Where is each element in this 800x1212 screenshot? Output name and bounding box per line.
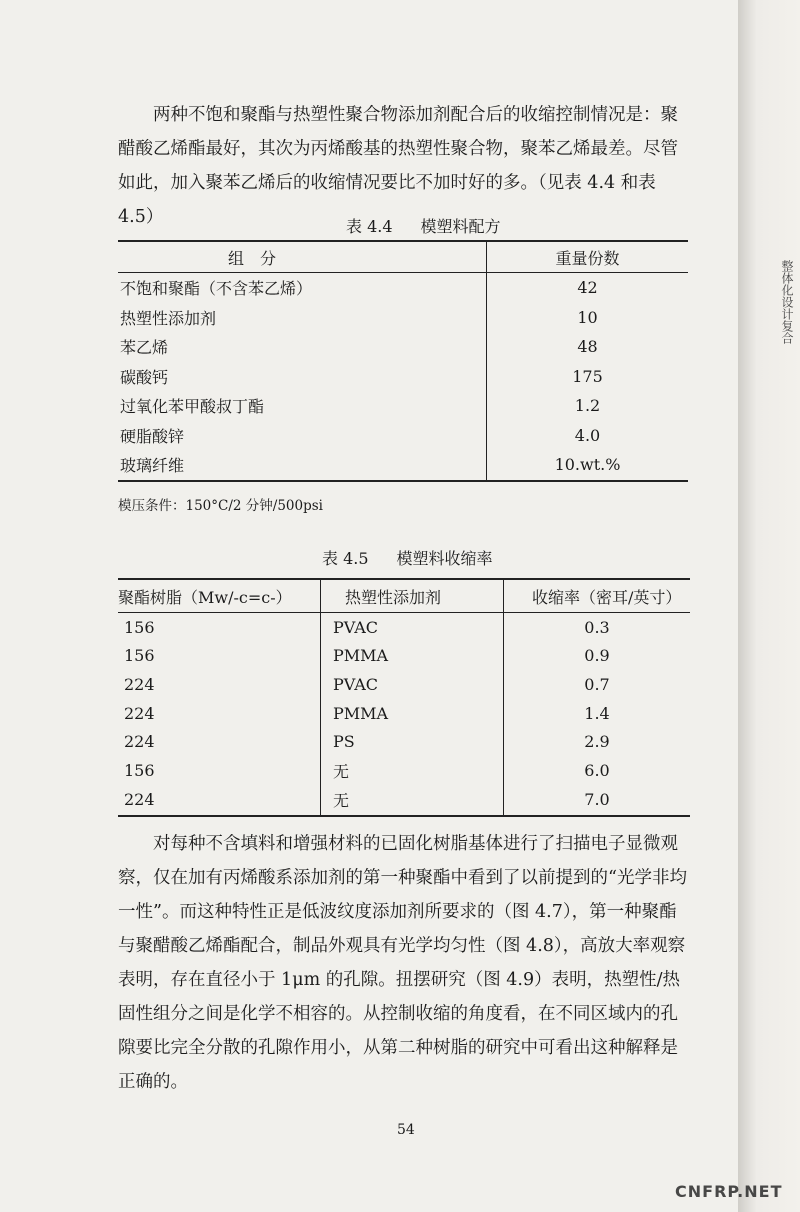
- table-row: [118, 727, 690, 756]
- table-4-5-caption: [322, 546, 493, 569]
- table-header-row: [118, 241, 688, 273]
- site-watermark: CNFRP.NET: [675, 1182, 783, 1201]
- table-cell: 无: [321, 756, 504, 785]
- table-row: [118, 332, 688, 362]
- book-spine-shadow: [738, 0, 800, 1212]
- table-4-4-formulation: [118, 240, 688, 482]
- table-cell: 不饱和聚酯（不含苯乙烯）: [120, 279, 313, 299]
- paragraph-2: 对每种不含填料和增强材料的已固化树脂基体进行了扫描电子显微观察，仅在加有丙烯酸系添加剂的第一种聚酯中看到了以前提到的“光学非均一性”。而这种特性正是低波纹度添加剂所要求的（图 4.7），第一种聚酯与聚醋酸乙烯酯配合，制品外观具有光学均匀性（图 4.8），高放大率观察表明，存在直径小于 1μm 的孔隙。扭摆研究（图 4.9）表明，热塑性/热固性组分之间是化学不相容的。从控制收缩的角度看，在不同区域内的孔隙要比完全分散的孔隙作用小，从第二种树脂的研究中可看出这种解释是正确的。: [118, 834, 687, 1092]
- table-cell: PS: [321, 727, 504, 756]
- table-cell: PVAC: [321, 613, 504, 642]
- table-number: 表 4.5: [322, 549, 369, 568]
- table-cell: 224: [124, 674, 155, 694]
- table-cell: 玻璃纤维: [118, 450, 487, 481]
- table-row: [118, 613, 690, 642]
- table-cell: 10.wt.%: [487, 450, 689, 481]
- table-cell: 48: [487, 332, 689, 362]
- table-cell: 156: [124, 760, 155, 780]
- table-4-5-shrinkage: [118, 578, 690, 817]
- table-row: [118, 785, 690, 816]
- table-title: 模塑料收缩率: [396, 549, 493, 568]
- table-row: [118, 642, 690, 671]
- table-cell: 热塑性添加剂: [120, 308, 217, 328]
- table-cell: 1.4: [504, 699, 691, 728]
- table-cell: PMMA: [321, 642, 504, 671]
- table-cell: 4.0: [487, 421, 689, 451]
- table-cell: 无: [321, 785, 504, 816]
- table-cell: 6.0: [504, 756, 691, 785]
- column-header: 热塑性添加剂: [321, 579, 504, 613]
- table-cell: 过氧化苯甲酸叔丁酯: [120, 397, 265, 417]
- paragraph-1: 两种不饱和聚酯与热塑性聚合物添加剂配合后的收缩控制情况是：聚醋酸乙烯酯最好，其次为丙烯酸基的热塑性聚合物，聚苯乙烯最差。尽管如此，加入聚苯乙烯后的收缩情况要比不加时好的多。（见表 4.4 和表 4.5）: [118, 105, 678, 227]
- column-header: 聚酯树脂（Mw/-c=c-）: [118, 579, 321, 613]
- table-row: [118, 362, 688, 392]
- table-cell: 0.7: [504, 670, 691, 699]
- table-cell: 2.9: [504, 727, 691, 756]
- column-header: 组分: [118, 241, 487, 273]
- table-row: [118, 273, 688, 303]
- table-cell: 224: [124, 703, 155, 723]
- table-cell: 7.0: [504, 785, 691, 816]
- page-number: 54: [397, 1122, 415, 1138]
- column-header: 重量份数: [487, 241, 689, 273]
- table-cell: 156: [124, 617, 155, 637]
- table-row: [118, 303, 688, 333]
- table-cell: 苯乙烯: [120, 338, 169, 358]
- table-cell: 156: [124, 646, 155, 666]
- table-cell: PVAC: [321, 670, 504, 699]
- adjacent-page-edge-text: 整体化设计复合: [780, 260, 794, 344]
- table-cell: 碳酸钙: [120, 367, 169, 387]
- table-cell: 硬脂酸锌: [120, 426, 185, 446]
- table-row: [118, 756, 690, 785]
- table-cell: 224: [124, 732, 155, 752]
- table-number: 表 4.4: [346, 217, 393, 236]
- table-4-4-caption: [346, 214, 501, 237]
- table-cell: 1.2: [487, 391, 689, 421]
- table-cell: 10: [487, 303, 689, 333]
- table-row: [118, 670, 690, 699]
- table-cell: 175: [487, 362, 689, 392]
- table-title: 模塑料配方: [420, 217, 501, 236]
- table-cell: 42: [487, 273, 689, 303]
- molding-condition-note: 模压条件：150°C/2 分钟/500psi: [118, 498, 323, 514]
- column-header: 收缩率（密耳/英寸）: [504, 579, 691, 613]
- table-cell: 224: [118, 785, 321, 816]
- table-header-row: [118, 579, 690, 613]
- table-row: [118, 450, 688, 481]
- table-cell: PMMA: [321, 699, 504, 728]
- table-cell: 0.3: [504, 613, 691, 642]
- table-cell: 0.9: [504, 642, 691, 671]
- table-row: [118, 699, 690, 728]
- table-row: [118, 391, 688, 421]
- table-row: [118, 421, 688, 451]
